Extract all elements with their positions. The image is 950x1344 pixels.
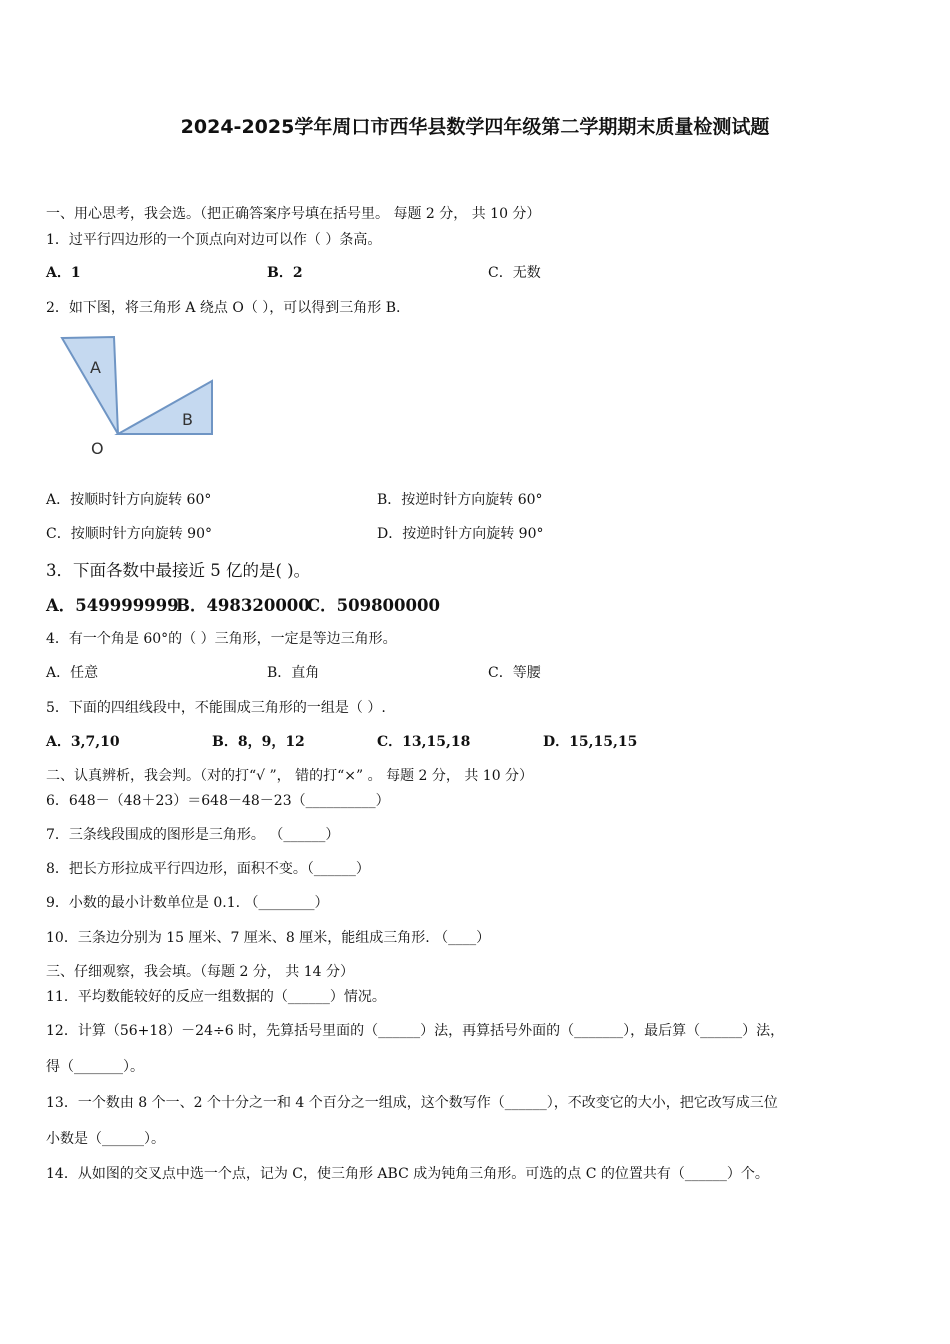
question-5-option-b: B．8，9，12 bbox=[212, 734, 305, 750]
section-3-heading: 三、仔细观察，我会填。（每题 2 分， 共 14 分） bbox=[46, 964, 354, 980]
question-14: 14．从如图的交叉点中选一个点，记为 C，使三角形 ABC 成为钝角三角形。可选的点 C 的位置共有（______）个。 bbox=[46, 1166, 769, 1182]
question-4-option-c: C．等腰 bbox=[488, 665, 541, 681]
triangle-b-label: B bbox=[182, 410, 193, 429]
question-11: 11．平均数能较好的反应一组数据的（______）情况。 bbox=[46, 989, 386, 1005]
question-4-option-a: A．任意 bbox=[46, 665, 99, 681]
triangle-b bbox=[118, 381, 212, 434]
question-1: 1．过平行四边形的一个顶点向对边可以作（ ）条高。 bbox=[46, 232, 382, 248]
question-3-option-a: A．549999999 bbox=[46, 596, 179, 615]
question-3: 3．下面各数中最接近 5 亿的是( )。 bbox=[46, 561, 311, 580]
question-3-option-c: C．509800000 bbox=[307, 596, 440, 615]
section-1-heading: 一、用心思考，我会选。（把正确答案序号填在括号里。 每题 2 分， 共 10 分） bbox=[46, 206, 541, 222]
question-12-line-1: 12．计算（56+18）－24÷6 时，先算括号里面的（______）法，再算括号外面的（_______），最后算（______）法， bbox=[46, 1023, 785, 1039]
question-2-option-b: B．按逆时针方向旋转 60° bbox=[377, 492, 543, 508]
question-6: 6．648－（48＋23）＝648－48－23（__________） bbox=[46, 793, 390, 809]
question-1-option-c: C．无数 bbox=[488, 265, 541, 281]
question-9: 9．小数的最小计数单位是 0.1. （________） bbox=[46, 895, 329, 911]
question-2: 2．如下图，将三角形 A 绕点 O（ ），可以得到三角形 B. bbox=[46, 300, 401, 316]
question-5: 5．下面的四组线段中，不能围成三角形的一组是（ ）. bbox=[46, 700, 386, 716]
question-8: 8．把长方形拉成平行四边形，面积不变。（______） bbox=[46, 861, 370, 877]
question-4-option-b: B．直角 bbox=[267, 665, 320, 681]
question-4: 4．有一个角是 60°的（ ）三角形，一定是等边三角形。 bbox=[46, 631, 397, 647]
question-5-option-c: C．13,15,18 bbox=[377, 734, 471, 750]
question-12-line-2: 得（_______）。 bbox=[46, 1059, 144, 1075]
question-1-option-b: B．2 bbox=[267, 265, 303, 281]
question-5-option-d: D．15,15,15 bbox=[543, 734, 638, 750]
page-title: 2024-2025学年周口市西华县数学四年级第二学期期末质量检测试题 bbox=[180, 116, 770, 138]
question-2-option-a: A．按顺时针方向旋转 60° bbox=[46, 492, 212, 508]
rotation-figure bbox=[54, 330, 224, 462]
question-2-option-d: D．按逆时针方向旋转 90° bbox=[377, 526, 544, 542]
question-13-line-1: 13．一个数由 8 个一、2 个十分之一和 4 个百分之一组成，这个数写作（______），不改变它的大小，把它改写成三位 bbox=[46, 1095, 778, 1111]
question-2-option-c: C．按顺时针方向旋转 90° bbox=[46, 526, 212, 542]
question-7: 7．三条线段围成的图形是三角形。 （______） bbox=[46, 827, 340, 843]
point-o-label: O bbox=[91, 439, 104, 458]
question-1-option-a: A．1 bbox=[46, 265, 81, 281]
triangle-a-label: A bbox=[90, 358, 101, 377]
triangle-a bbox=[62, 337, 118, 434]
question-10: 10．三条边分别为 15 厘米、7 厘米、8 厘米，能组成三角形. （____） bbox=[46, 930, 491, 946]
question-5-option-a: A．3,7,10 bbox=[46, 734, 120, 750]
section-2-heading: 二、认真辨析，我会判。（对的打“√ ”， 错的打“×” 。 每题 2 分， 共 10 分） bbox=[46, 768, 534, 784]
question-13-line-2: 小数是（______）。 bbox=[46, 1131, 165, 1147]
question-3-option-b: B．498320000 bbox=[176, 596, 310, 615]
